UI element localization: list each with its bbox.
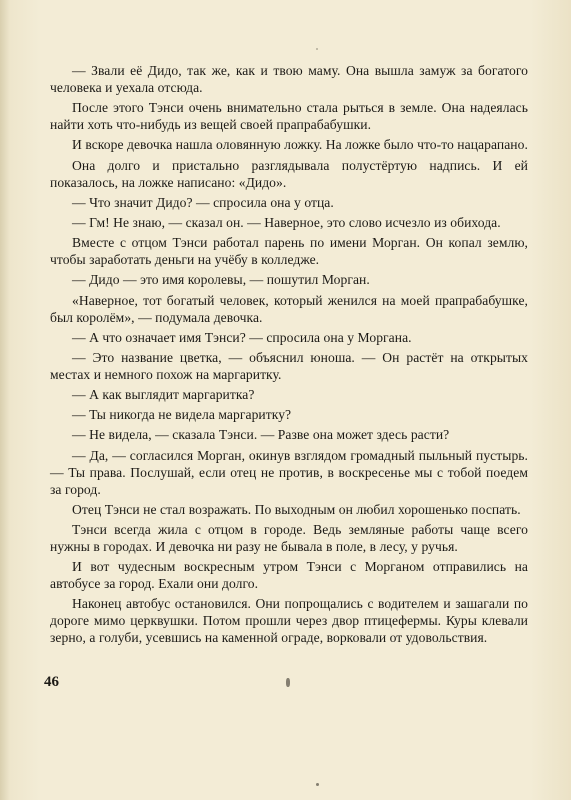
paragraph: — Звали её Дидо, так же, как и твою маму. Она вышла замуж за богатого человека и уехала отсюда. [50,63,528,95]
paragraph: Тэнси всегда жила с отцом в городе. Ведь земляные работы чаще всего нужны в городах. И девочка ни разу не бывала в поле, в лесу, у ручья. [50,522,528,554]
paragraph: — А как выглядит маргаритка? [72,387,255,403]
paragraph: — Что значит Дидо? — спросила она у отца. [72,194,334,210]
paragraph: — Да, — согласился Морган, окинув взглядом громадный пыльный пустырь. — Ты права. Послушай, если отец не против, в воскресенье мы с тобой поедем за город. [50,447,528,497]
paragraph: Вместе с отцом Тэнси работал парень по имени Морган. Он копал землю, чтобы заработать деньги на учёбу в колледже. [50,235,528,268]
paragraph: И вскоре девочка нашла оловянную ложку. На ложке было что-то нацарапано. [72,137,528,153]
paragraph: Наконец автобус остановился. Они попрощались с водителем и зашагали по дороге мимо церквушки. Потом прошли через двор птицефермы. Куры клевали зерно, а голуби, усевшись на каменной ограде, ворковали от удовольствия. [50,596,528,646]
paragraph: «Наверное, тот богатый человек, который женился на моей прапрабабушке, был королём», — подумала девочка. [50,292,528,325]
paragraph: — Ты никогда не видела маргаритку? [72,407,292,423]
ink-speck [286,678,290,687]
page-number: 46 [44,674,59,690]
paragraph: — Дидо — это имя королевы, — пошутил Морган. [72,272,370,288]
paragraph: — Гм! Не знаю, — сказал он. — Наверное, это слово исчезло из обихода. [72,214,501,230]
paragraph: И вот чудесным воскресным утром Тэнси с Морганом отправились на автобусе за город. Ехали они долго. [50,559,528,592]
paragraph: Она долго и пристально разглядывала полустёртую надпись. И ей показалось, на ложке написано: «Дидо». [50,157,528,190]
paragraph: — А что означает имя Тэнси? — спросила она у Моргана. [72,329,412,345]
paragraph: — Не видела, — сказала Тэнси. — Разве она может здесь расти? [72,427,450,443]
paragraph: — Это название цветка, — объяснил юноша. — Он растёт на открытых местах и немного похож на маргаритку. [50,349,528,382]
ink-speck [316,48,318,50]
story-text [50,62,528,650]
paragraph: Отец Тэнси не стал возражать. По выходным он любил хорошенько поспать. [72,501,521,517]
paragraph: После этого Тэнси очень внимательно стала рыться в земле. Она надеялась найти хоть что-нибудь из вещей своей прапрабабушки. [50,100,528,133]
ink-speck [316,783,319,786]
